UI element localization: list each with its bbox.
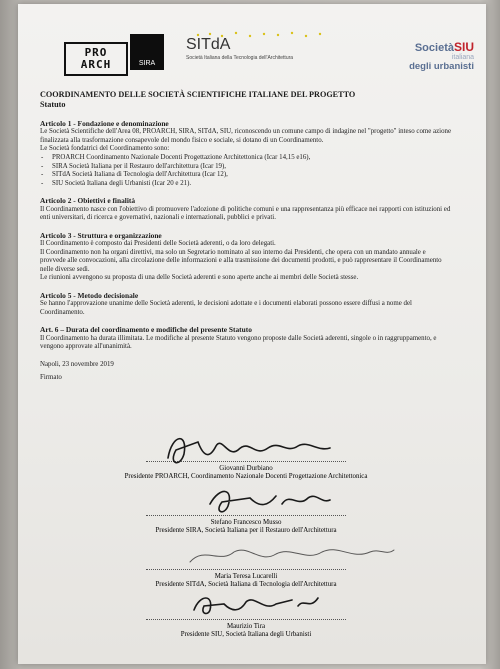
siu-logo-urbanisti: degli urbanisti — [409, 61, 474, 72]
sitda-logo — [186, 36, 326, 72]
proarch-logo-line1: PRO — [84, 46, 108, 59]
handwritten-signature — [158, 428, 358, 468]
founders-list — [40, 154, 452, 188]
founder-item: - SIU Società Italiana degli Urbanisti (Icar 20 e 21). — [52, 180, 452, 189]
siu-logo — [354, 40, 474, 72]
sira-logo-text: SIRA — [138, 60, 156, 67]
siu-logo-acronym: SIU — [453, 40, 474, 54]
article-section — [40, 291, 452, 317]
document-sheet — [18, 4, 486, 664]
article-heading: Art. 6 – Durata del coordinamento e modifiche del presente Statuto — [40, 325, 252, 335]
article-section — [40, 119, 452, 188]
signature-entry — [40, 592, 452, 640]
signature-entry — [40, 434, 452, 482]
article-section — [40, 231, 452, 283]
article-heading: Articolo 5 - Metodo decisionale — [40, 290, 139, 300]
handwritten-signature — [190, 482, 340, 522]
signatory-name: Stefano Francesco Musso — [210, 519, 282, 526]
article-paragraph: Il Coordinamento nasce con l'obiettivo di promuovere l'adozione di politiche comuni e una rappresentanza più efficace nei rapporti con istituzioni ed enti universitari, di ricerca e governativi, nazionali e internazionali, pubblici e privati. — [40, 205, 451, 222]
signature-block — [40, 434, 452, 654]
handwritten-signature — [180, 586, 330, 626]
logo-bar — [58, 32, 478, 74]
siu-logo-italiana: italiana — [451, 54, 474, 61]
signatory-role: Presidente SIRA, Società Italiana per il Restauro dell'Architettura — [155, 527, 337, 535]
statute-body — [40, 90, 452, 382]
founder-item: - SITdA Società Italiana di Tecnologia dell'Architettura (Icar 12), — [52, 171, 452, 180]
signatory-name: Giovanni Durbiano — [219, 465, 273, 472]
article-paragraph: Le riunioni avvengono su proposta di una delle Società aderenti e sono aperte anche ai membri delle Società stesse. — [40, 274, 359, 282]
article-section — [40, 325, 452, 351]
signature-entry — [40, 488, 452, 536]
siu-logo-societa: Società — [414, 42, 454, 54]
founder-item: - PROARCH Coordinamento Nazionale Docenti Progettazione Architettonica (Icar 14,15 e16), — [52, 154, 452, 163]
article-paragraph: Il Coordinamento non ha organi direttivi, ma solo un Segretario nominato al suo interno dai Presidenti, che opera con un mandato annuale e provvede alle convocazioni, alla circolazione delle informazioni e alla trasmissione dei documenti prodotti, e può rappresentare il Coordinamento nelle diverse sedi. — [40, 248, 442, 273]
article-section — [40, 196, 452, 222]
signatory-name: Maurizio Tira — [226, 623, 266, 630]
article-paragraph: Le Società Scientifiche dell'Area 08, PROARCH, SIRA, SITdA, SIU, riconoscendo un comune campo di indagine nel "progetto" inteso come azione finalizzata alla trasformazione consapevole del mondo fisico e sociale, si dotano di un Coordinamento. — [40, 128, 452, 144]
sitda-logo-mark: SITdA — [186, 36, 231, 53]
articles-list — [40, 119, 452, 352]
proarch-logo-line2: ARCH — [80, 58, 112, 71]
founder-item: - SIRA Società Italiana per il Restauro dell'architettura (Icar 19), — [52, 163, 452, 172]
article-heading: Articolo 2 - Obiettivi e finalità — [40, 196, 136, 206]
proarch-logo — [64, 42, 128, 76]
article-paragraph: Il Coordinamento è composto dai Presidenti delle Società aderenti, o da loro delegati. — [40, 239, 276, 247]
sira-logo — [130, 34, 164, 70]
signatory-role: Presidente SITdA, Società Italiana di Tecnologia dell'Architettura — [155, 581, 337, 589]
article-paragraph: Il Coordinamento ha durata illimitata. Le modifiche al presente Statuto vengono proposte dalle Società aderenti, singole o in raggruppamento, e vengono approvate all'unanimità. — [40, 334, 437, 351]
article-paragraph: Se hanno l'approvazione unanime delle Società aderenti, le decisioni adottate e i documenti elaborati possono essere diffusi a nome del Coordinamento. — [40, 300, 412, 316]
handwritten-signature — [180, 536, 400, 576]
signature-entry — [40, 542, 452, 590]
signatory-role: Presidente SIU, Società Italiana degli Urbanisti — [180, 631, 312, 639]
signed-label: Firmato — [40, 373, 62, 381]
document-title: COORDINAMENTO DELLE SOCIETÀ SCIENTIFICHE ITALIANE DEL PROGETTO Statuto — [40, 90, 356, 109]
article-heading: Articolo 1 - Fondazione e denominazione — [40, 119, 169, 128]
signatory-name: Maria Teresa Lucarelli — [214, 573, 278, 580]
signatory-role: Presidente PROARCH, Coordinamento Nazionale Docenti Progettazione Architettonica — [124, 473, 368, 481]
place-date: Napoli, 23 novembre 2019 — [40, 360, 114, 368]
sitda-logo-subtitle: Società Italiana della Tecnologia dell'Architettura — [186, 55, 294, 61]
article-paragraph: Le Società fondatrici del Coordinamento sono: — [40, 145, 170, 153]
article-heading: Articolo 3 - Struttura e organizzazione — [40, 230, 162, 240]
